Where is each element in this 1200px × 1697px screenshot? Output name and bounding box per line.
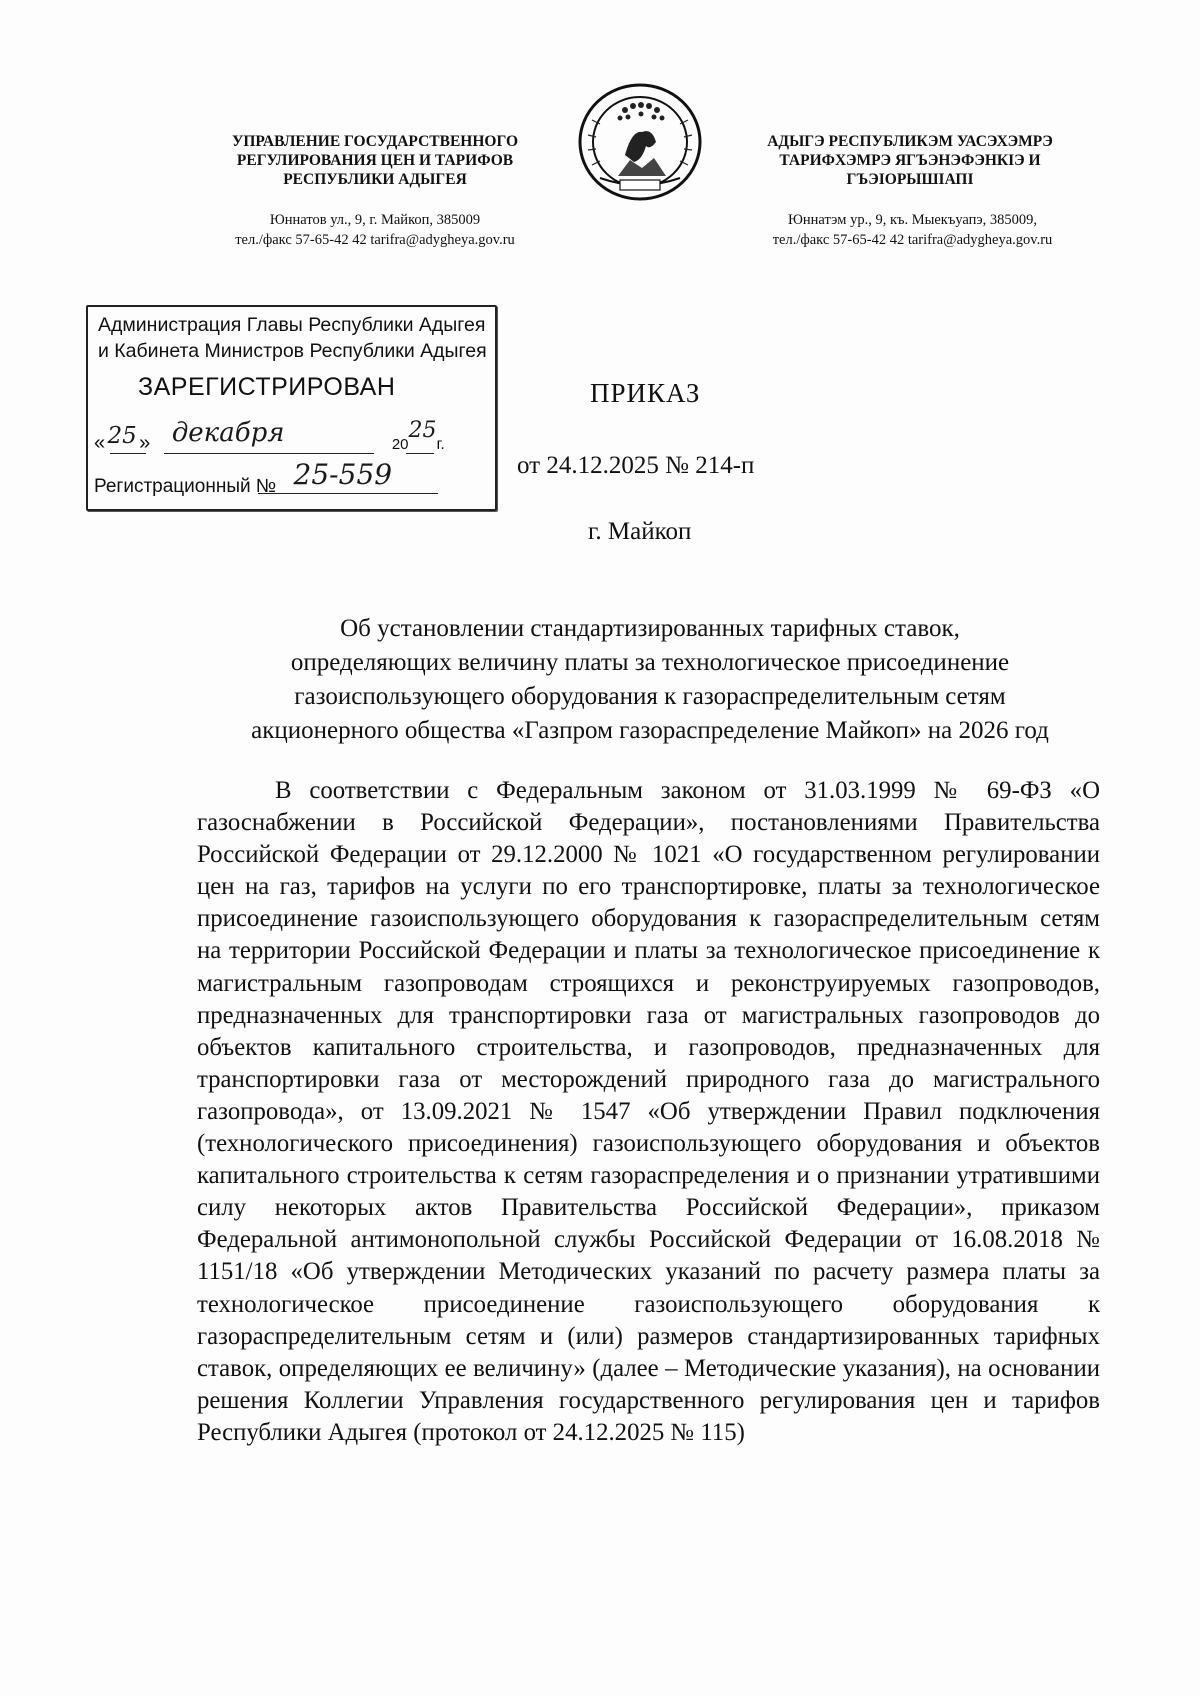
order-city: г. Майкоп: [588, 518, 692, 545]
stamp-number-row: [94, 458, 484, 499]
contact-line: тел./факс 57-65-42 42 tarifra@adygheya.gov.ru: [772, 232, 1053, 248]
issuer-address-adyghe: [715, 210, 1110, 250]
stamp-date-open-quote: «: [94, 432, 106, 454]
subject-line: акционерного общества «Газпром газораспределение Майкоп» на 2026 год: [251, 717, 1049, 744]
stamp-authority-line: Администрация Главы Республики Адыгея: [98, 314, 486, 336]
stamp-month-underline: [164, 453, 374, 454]
issuer-name-adyghe: [730, 132, 1090, 189]
address-line: Юннатэм ур., 9, къ. Мыекъуапэ, 385009,: [787, 212, 1038, 228]
issuer-line: ТАРИФХЭМРЭ ЯГЪЭНЭФЭНКIЭ И: [779, 152, 1041, 169]
stamp-year-prefix: 20: [391, 436, 409, 453]
subject-line: определяющих величину платы за технологическое присоединение: [290, 649, 1010, 676]
order-subject: [190, 612, 1110, 748]
stamp-number-label: Регистрационный №: [94, 476, 277, 497]
issuer-line: АДЫГЭ РЕСПУБЛИКЭМ УАСЭХЭМРЭ: [767, 133, 1053, 150]
order-date-number: от 24.12.2025 № 214-п: [517, 452, 755, 479]
stamp-date-close-quote: »: [139, 432, 151, 454]
stamp-handwritten-month: декабря: [171, 418, 285, 448]
stamp-authority-line: и Кабинета Министров Республики Адыгея: [98, 340, 487, 362]
stamp-registered-label: ЗАРЕГИСТРИРОВАН: [138, 373, 396, 401]
subject-line: газоиспользующего оборудования к газораспределительным сетям: [294, 683, 1006, 710]
issuer-line: РЕСПУБЛИКИ АДЫГЕЯ: [283, 171, 467, 188]
issuer-line: ГЪЭIОРЫШIАПI: [846, 171, 974, 188]
stamp-day-underline: [110, 453, 146, 454]
contact-line: тел./факс 57-65-42 42 tarifra@adygheya.gov.ru: [235, 232, 515, 248]
registration-stamp: [86, 305, 497, 511]
order-body-paragraph: В соответствии с Федеральным законом от 31.03.1999 № 69-ФЗ «О газоснабжении в Российской Федерации», постановлениями Правительства Российской Федерации от 29.12.2000 № 1021 «О государственном регулировании цен на газ, тарифов на услуги по его транспортировке, платы за технологическое присоединение газоиспользующего оборудования к газораспределительным сетям на территории Российской Федерации и платы за технологическое присоединение к магистральным газопроводам строящихся и реконструируемых газопроводов, предназначенных для транспортировки газа от магистральных газопроводов до объектов капитального строительства, и газопроводов, предназначенных для транспортировки газа от месторождений природного газа до магистрального газопровода», от 13.09.2021 № 1547 «Об утверждении Правил подключения (технологического присоединения) газоиспользующего оборудования и объектов капитального строительства к сетям газораспределения и о признании утратившими силу некоторых актов Правительства Российской Федерации», приказом Федеральной антимонопольной службы Российской Федерации от 16.08.2018 № 1151/18 «Об утверждении Методических указаний по расчету размера платы за технологическое присоединение газоиспользующего оборудования к газораспределительным сетям и (или) размеров стандартизированных тарифных ставок, определяющих ее величину» (далее – Методические указания), на основании решения Коллегии Управления государственного регулирования цен и тарифов Республики Адыгея (протокол от 24.12.2025 № 115): [197, 777, 1100, 1446]
issuer-line: УПРАВЛЕНИЕ ГОСУДАРСТВЕННОГО: [231, 133, 519, 150]
document-type-title: ПРИКАЗ: [590, 378, 701, 408]
issuer-line: РЕГУЛИРОВАНИЯ ЦЕН И ТАРИФОВ: [236, 152, 514, 169]
coat-of-arms-emblem: [570, 80, 710, 205]
issuer-name-russian: [190, 132, 560, 189]
issuer-address-russian: [180, 210, 570, 250]
address-line: Юннатов ул., 9, г. Майкоп, 385009: [269, 212, 481, 228]
stamp-year-unit: г.: [436, 436, 445, 453]
stamp-year-underline: [406, 453, 434, 454]
stamp-handwritten-number: 25-559: [293, 458, 393, 491]
stamp-handwritten-day: 25: [107, 423, 137, 449]
stamp-number-underline: [258, 493, 438, 494]
subject-line: Об установлении стандартизированных тарифных ставок,: [340, 615, 960, 642]
stamp-handwritten-year: 25: [408, 418, 437, 443]
